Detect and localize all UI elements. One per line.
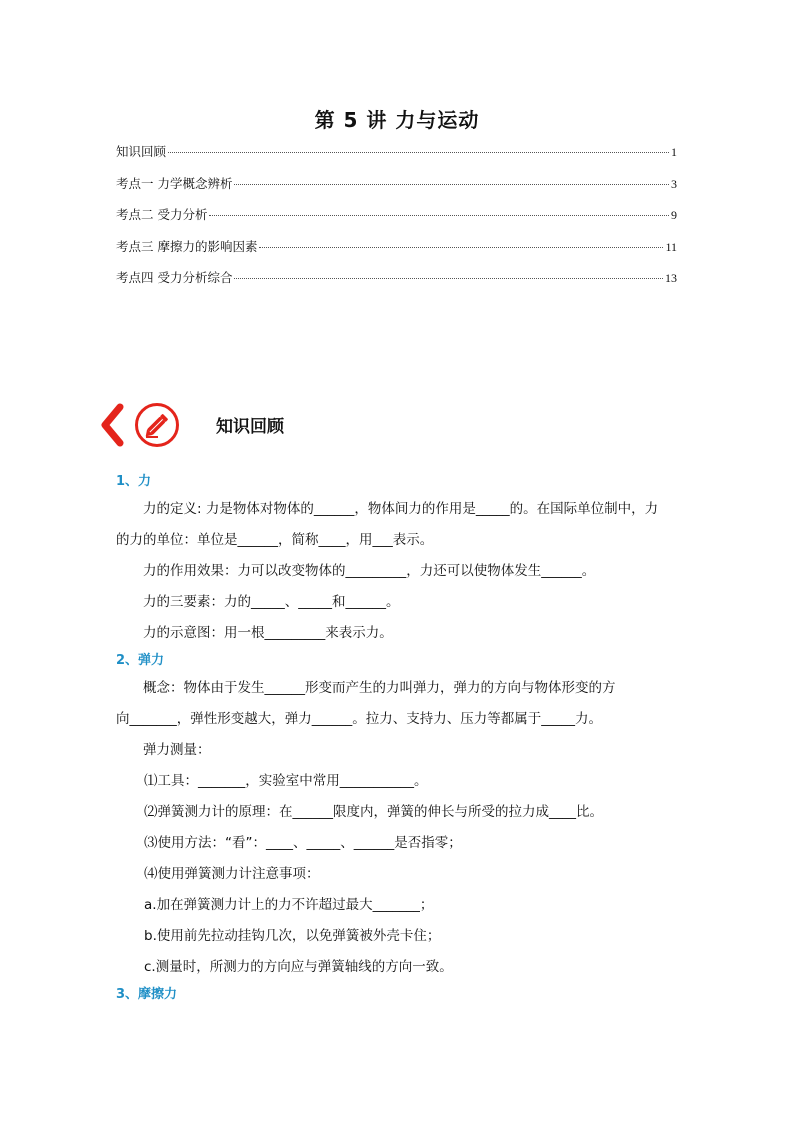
table-of-contents bbox=[116, 142, 677, 300]
toc-page-number: 3 bbox=[671, 176, 677, 191]
heading-force: 1、力 bbox=[116, 474, 152, 489]
section-title: 知识回顾 bbox=[216, 417, 284, 437]
text-line: 力的作用效果：力可以改变物体的_________，力还可以使物体发生______。 bbox=[143, 563, 596, 579]
toc-label: 考点三 摩擦力的影响因素 bbox=[116, 238, 258, 254]
toc-leader bbox=[259, 246, 663, 248]
chevron-left-icon bbox=[98, 403, 126, 447]
text-line: 力的示意图：用一根_________来表示力。 bbox=[143, 625, 393, 641]
text-line: 概念：物体由于发生______形变而产生的力叫弹力，弹力的方向与物体形变的方 bbox=[143, 680, 616, 696]
toc-entry[interactable] bbox=[116, 174, 677, 206]
toc-page-number: 11 bbox=[665, 239, 677, 254]
toc-entry[interactable] bbox=[116, 237, 677, 269]
heading-friction: 3、摩擦力 bbox=[116, 987, 178, 1002]
toc-page-number: 9 bbox=[671, 208, 677, 222]
toc-entry[interactable] bbox=[116, 142, 677, 174]
section-header bbox=[98, 400, 398, 450]
toc-label: 考点一 力学概念辨析 bbox=[116, 175, 233, 191]
toc-leader bbox=[168, 151, 669, 153]
text-line: 力的三要素：力的_____、_____和______。 bbox=[143, 594, 400, 610]
text-line: ⑴工具：_______，实验室中常用___________。 bbox=[144, 773, 428, 789]
text-line: ⑶使用方法：“看”：____、_____、______是否指零； bbox=[144, 835, 462, 851]
text-line: 的力的单位：单位是______，简称____，用___表示。 bbox=[116, 532, 434, 548]
toc-entry[interactable] bbox=[116, 205, 677, 237]
toc-label: 知识回顾 bbox=[116, 144, 167, 159]
toc-leader bbox=[234, 277, 663, 279]
toc-entry[interactable] bbox=[116, 268, 677, 300]
toc-page-number: 1 bbox=[671, 145, 677, 159]
text-line: c.测量时，所测力的方向应与弹簧轴线的方向一致。 bbox=[144, 959, 453, 975]
page-title: 第 5 讲 力与运动 bbox=[314, 108, 480, 132]
knowledge-review-content bbox=[116, 470, 680, 1007]
toc-label: 考点二 受力分析 bbox=[116, 207, 208, 222]
text-line: 弹力测量： bbox=[143, 742, 211, 758]
text-line: ⑷使用弹簧测力计注意事项： bbox=[144, 866, 320, 882]
text-line: a.加在弹簧测力计上的力不许超过最大_______； bbox=[144, 897, 434, 913]
text-line: b.使用前先拉动挂钩几次，以免弹簧被外壳卡住； bbox=[144, 928, 441, 944]
toc-page-number: 13 bbox=[665, 271, 677, 285]
toc-leader bbox=[234, 183, 669, 185]
toc-label: 考点四 受力分析综合 bbox=[116, 270, 233, 285]
text-line: 力的定义: 力是物体对物体的______，物体间力的作用是_____的。在国际单位制中，力 bbox=[143, 501, 659, 517]
toc-leader bbox=[209, 214, 669, 216]
text-line: ⑵弹簧测力计的原理：在______限度内，弹簧的伸长与所受的拉力成____比。 bbox=[144, 804, 603, 820]
heading-elastic-force: 2、弹力 bbox=[116, 653, 165, 668]
text-line: 向_______，弹性形变越大，弹力______。拉力、支持力、压力等都属于_____力。 bbox=[116, 711, 602, 727]
pencil-icon bbox=[134, 402, 180, 448]
